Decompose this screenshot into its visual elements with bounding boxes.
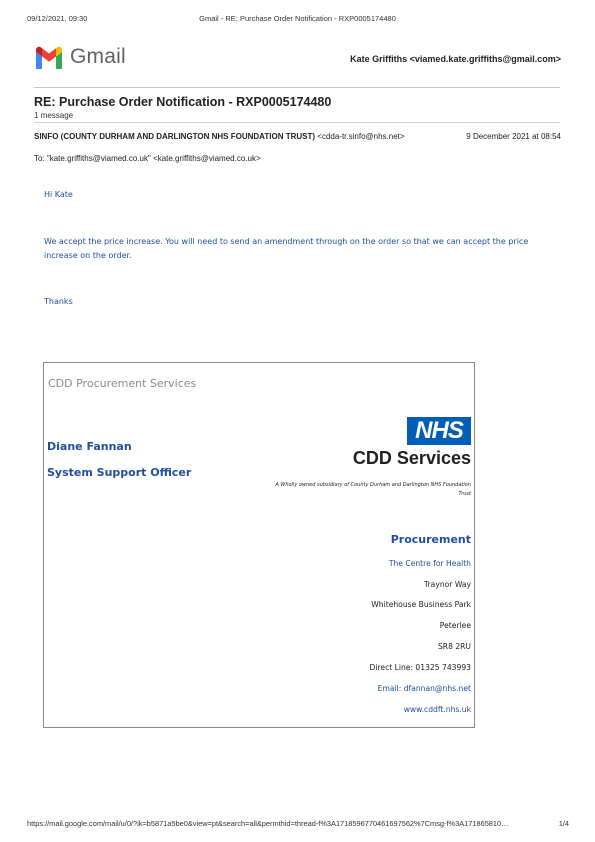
signature-role: System Support Officer (47, 466, 192, 479)
subject-divider (34, 122, 560, 123)
gmail-m-icon (34, 46, 64, 69)
sender-email: <cdda-tr.sinfo@nhs.net> (317, 132, 405, 141)
message-date: 9 December 2021 at 08:54 (466, 132, 561, 141)
cdd-services-logo: CDD Services (352, 448, 471, 468)
signature-email-link[interactable]: Email: dfannan@nhs.net (377, 684, 471, 693)
address-line: The Centre for Health (388, 559, 471, 568)
print-url: https://mail.google.com/mail/u/0/?ik=b5871a5be0&view=pt&search=all&permthid=thread-f%3A1718596770461697562%7Cmsg-f%3A171865810… (27, 819, 509, 828)
thread-subject: RE: Purchase Order Notification - RXP0005174480 (34, 95, 332, 109)
print-title: Gmail - RE: Purchase Order Notification - RXP0005174480 (199, 14, 396, 23)
message-closing: Thanks (44, 297, 73, 306)
address-line: Traynor Way (424, 580, 471, 589)
address-line: Peterlee (439, 621, 471, 630)
recipient: To: "kate.griffiths@viamed.co.uk" <kate.griffiths@viamed.co.uk> (34, 154, 261, 163)
nhs-logo: NHS (407, 417, 471, 445)
gmail-wordmark: Gmail (70, 45, 126, 68)
page-number: 1/4 (558, 819, 569, 828)
gmail-logo[interactable] (34, 44, 126, 70)
subsidiary-note: A Wholly owned subsidiary of County Durham and Darlington NHS Foundation Trust (275, 482, 471, 497)
signature-website-link[interactable]: www.cddft.nhs.uk (403, 705, 471, 714)
address-line: SR8 2RU (437, 642, 471, 651)
print-date: 09/12/2021, 09:30 (27, 14, 88, 23)
direct-line: Direct Line: 01325 743993 (369, 663, 471, 672)
account-identity: Kate Griffiths <viamed.kate.griffiths@gmail.com> (350, 54, 561, 64)
header-divider (34, 87, 560, 88)
message-paragraph: We accept the price increase. You will need to send an amendment through on the order so that we can accept the price increase on the order. (44, 237, 529, 260)
signature-company: CDD Procurement Services (48, 377, 197, 390)
signature-department: Procurement (390, 533, 471, 546)
signature-name: Diane Fannan (47, 440, 132, 453)
email-signature (43, 362, 475, 728)
sender-name: SINFO (COUNTY DURHAM AND DARLINGTON NHS FOUNDATION TRUST) (34, 132, 316, 141)
message-count: 1 message (34, 111, 74, 120)
address-line: Whitehouse Business Park (371, 600, 471, 609)
sender (34, 131, 420, 142)
message-greeting: Hi Kate (44, 190, 73, 199)
